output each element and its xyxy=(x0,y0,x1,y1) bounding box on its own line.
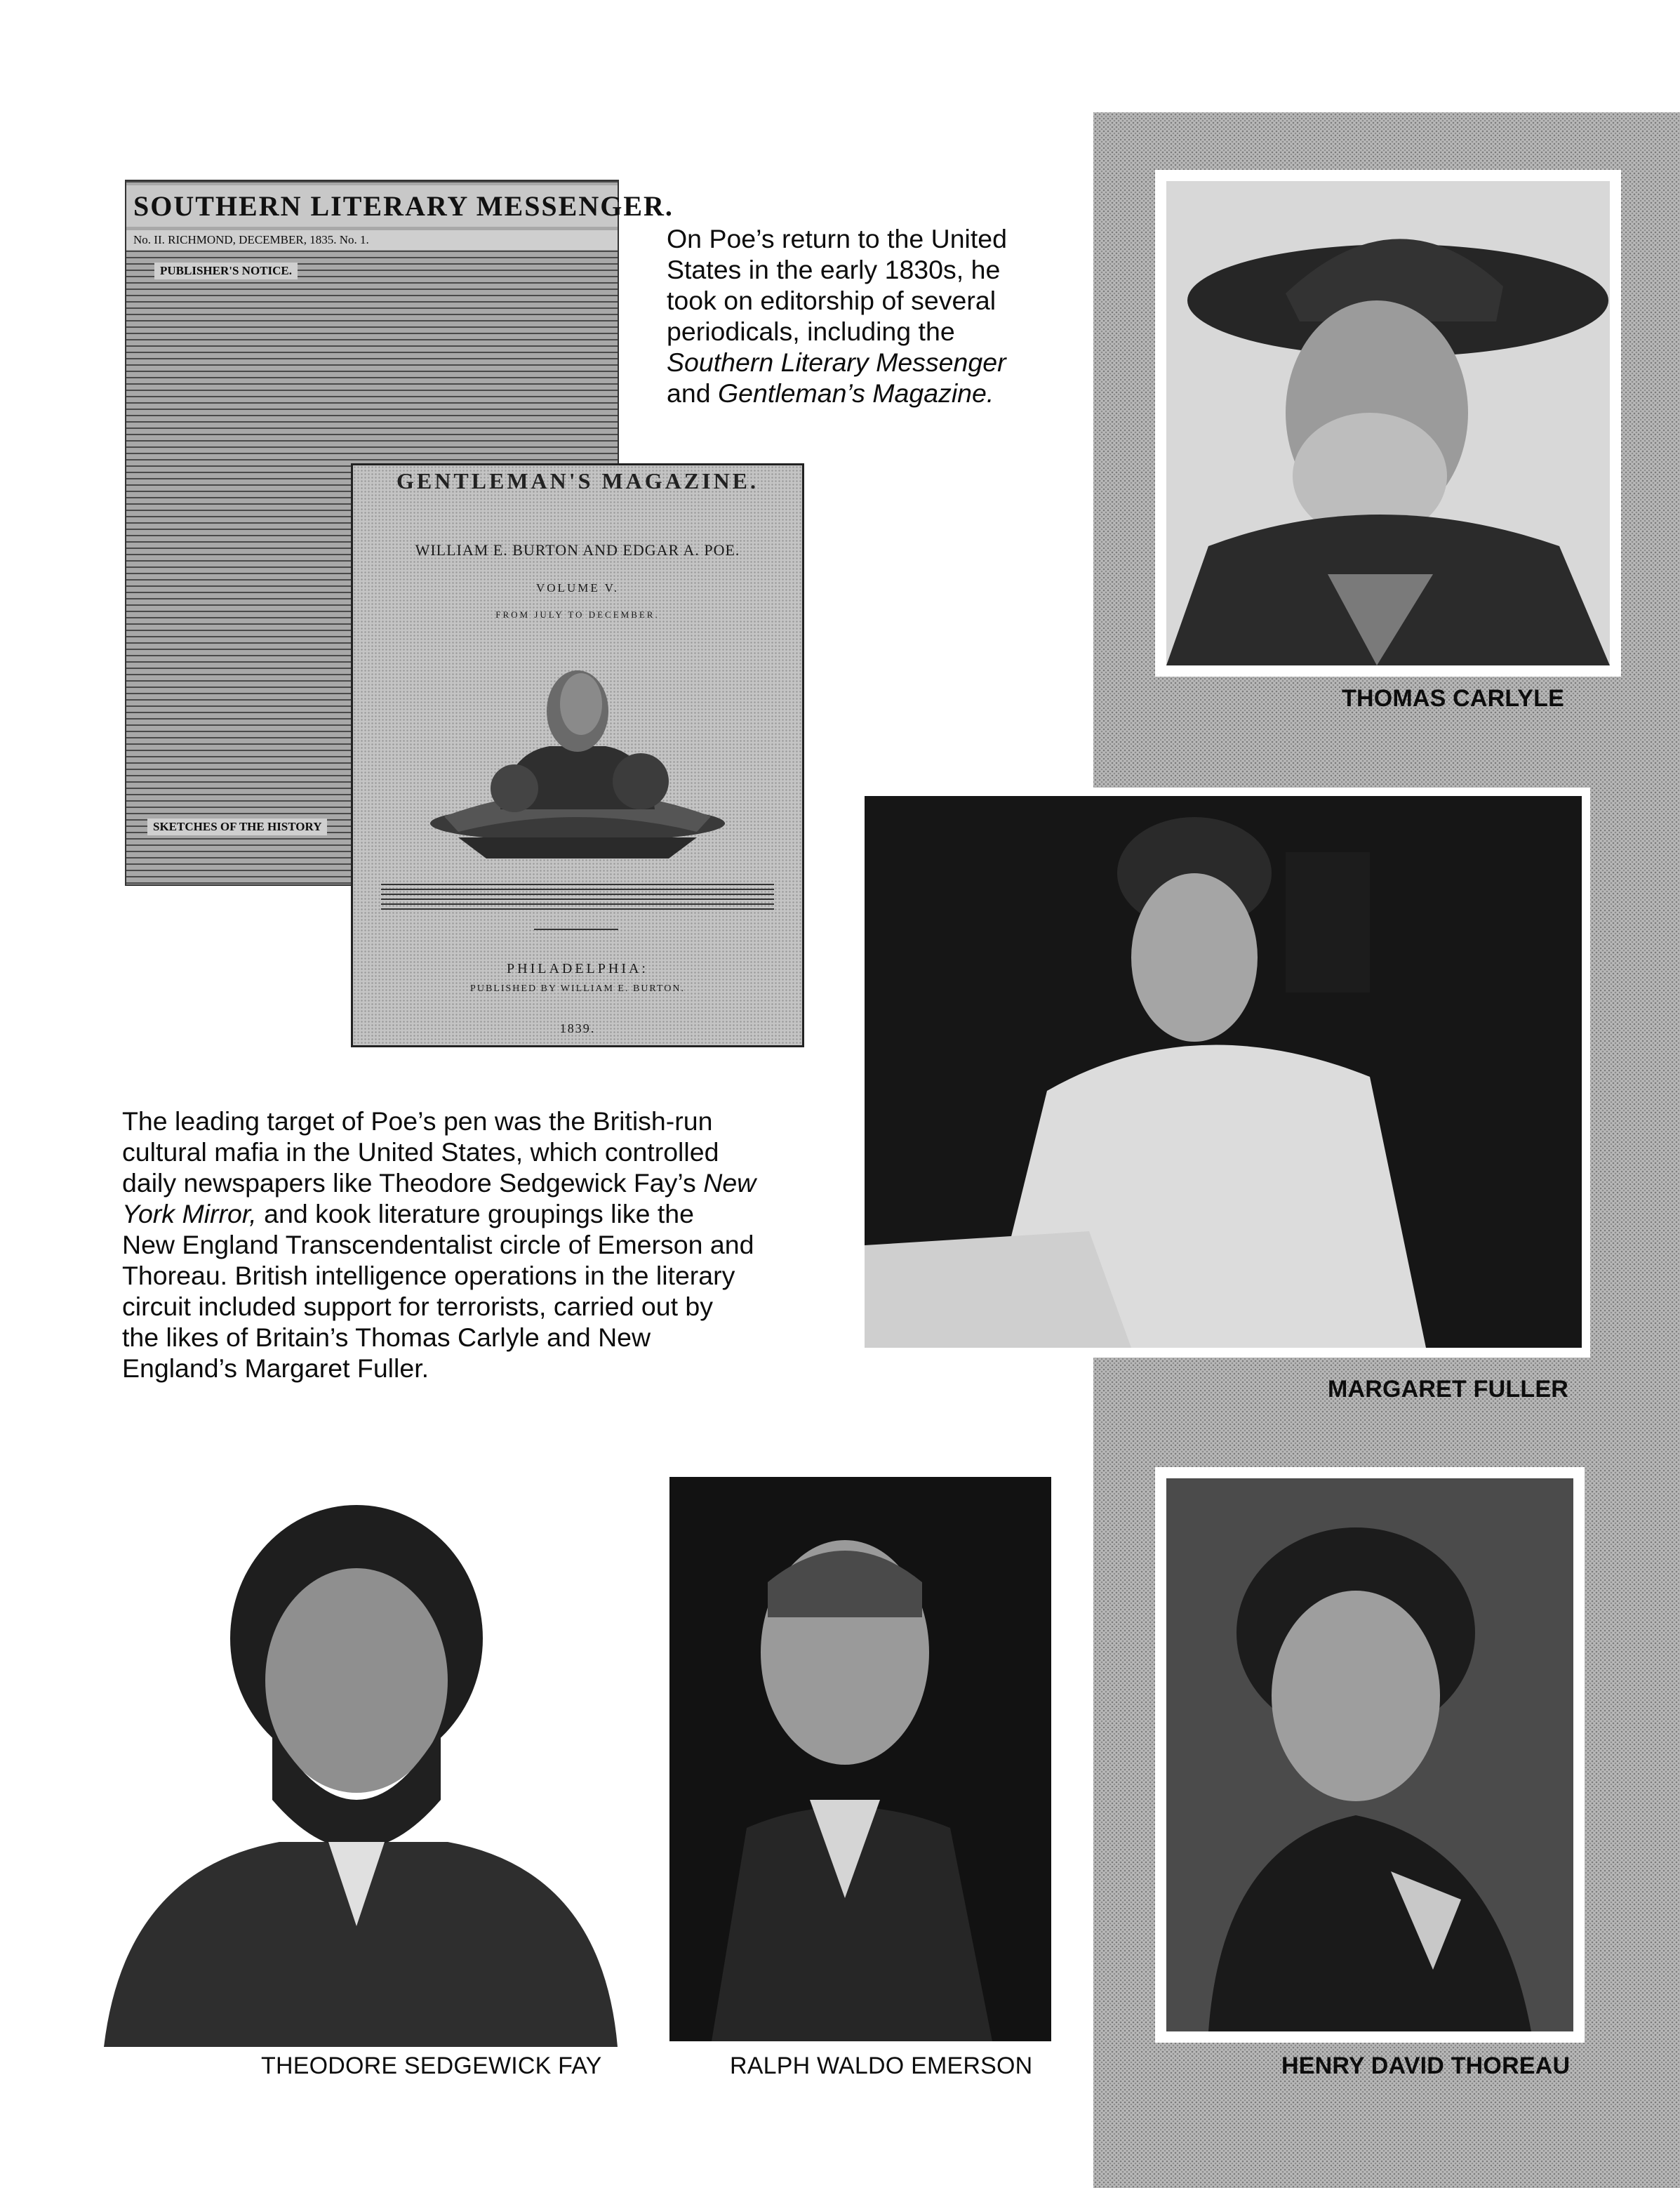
main-line-9: England’s Margaret Fuller. xyxy=(122,1353,429,1383)
main-line-2: cultural mafia in the United States, which controlled xyxy=(122,1137,719,1167)
messenger-history-heading: SKETCHES OF THE HISTORY xyxy=(147,818,327,835)
gentleman-editors: WILLIAM E. BURTON AND EDGAR A. POE. xyxy=(415,541,740,559)
caption-henry-david-thoreau: HENRY DAVID THOREAU xyxy=(1281,2053,1571,2079)
thomas-carlyle-portrait xyxy=(1166,181,1610,665)
intro-line-4: periodicals, including the xyxy=(667,317,955,346)
main-line-1: The leading target of Poe’s pen was the British-run xyxy=(122,1106,713,1136)
gentleman-rule xyxy=(534,929,618,930)
main-line-3a: daily newspapers like Theodore Sedgewick Fay’s xyxy=(122,1168,704,1198)
poe-bust-emblem xyxy=(416,648,739,858)
gentleman-volume: VOLUME V. xyxy=(536,581,619,595)
gentleman-title: GENTLEMAN'S MAGAZINE. xyxy=(396,468,759,493)
main-line-4b: and kook literature groupings like the xyxy=(256,1199,694,1228)
intro-line-6a: and xyxy=(667,378,718,408)
gentleman-city: PHILADELPHIA: xyxy=(507,961,648,976)
main-line-6: Thoreau. British intelligence operations in the literary xyxy=(122,1261,735,1290)
caption-theodore-sedgewick-fay: THEODORE SEDGEWICK FAY xyxy=(261,2053,602,2079)
intro-paragraph xyxy=(667,223,1060,409)
caption-margaret-fuller: MARGARET FULLER xyxy=(1328,1376,1568,1403)
intro-line-2: States in the early 1830s, he xyxy=(667,255,1001,284)
caption-ralph-waldo-emerson: RALPH WALDO EMERSON xyxy=(730,2053,1033,2079)
intro-line-1: On Poe’s return to the United xyxy=(667,224,1008,253)
main-line-4a: York Mirror, xyxy=(122,1199,257,1228)
main-line-5: New England Transcendentalist circle of Emerson and xyxy=(122,1230,754,1259)
ralph-waldo-emerson-portrait xyxy=(669,1477,1051,2041)
margaret-fuller-portrait xyxy=(865,796,1582,1348)
gentlemans-magazine-cover xyxy=(351,463,804,1047)
gentleman-publisher: PUBLISHED BY WILLIAM E. BURTON. xyxy=(470,983,685,994)
messenger-issue-line: No. II. RICHMOND, DECEMBER, 1835. No. 1. xyxy=(126,230,618,250)
gentleman-fine-print xyxy=(381,884,774,912)
intro-line-3: took on editorship of several xyxy=(667,286,996,315)
gentleman-year: 1839. xyxy=(559,1021,596,1035)
theodore-fay-portrait xyxy=(97,1477,625,2047)
intro-line-6b: Gentleman’s Magazine. xyxy=(718,378,994,408)
main-line-8: the likes of Britain’s Thomas Carlyle and New xyxy=(122,1322,651,1352)
intro-line-5: Southern Literary Messenger xyxy=(667,347,1006,377)
gentleman-period: FROM JULY TO DECEMBER. xyxy=(495,609,660,620)
henry-david-thoreau-portrait xyxy=(1166,1478,1573,2031)
main-line-3b: New xyxy=(703,1168,756,1198)
main-line-7: circuit included support for terrorists, carried out by xyxy=(122,1292,714,1321)
caption-thomas-carlyle: THOMAS CARLYLE xyxy=(1342,685,1565,712)
main-paragraph xyxy=(122,1106,838,1384)
messenger-masthead: SOUTHERN LITERARY MESSENGER. xyxy=(126,185,618,227)
messenger-notice-heading: PUBLISHER'S NOTICE. xyxy=(154,263,298,279)
